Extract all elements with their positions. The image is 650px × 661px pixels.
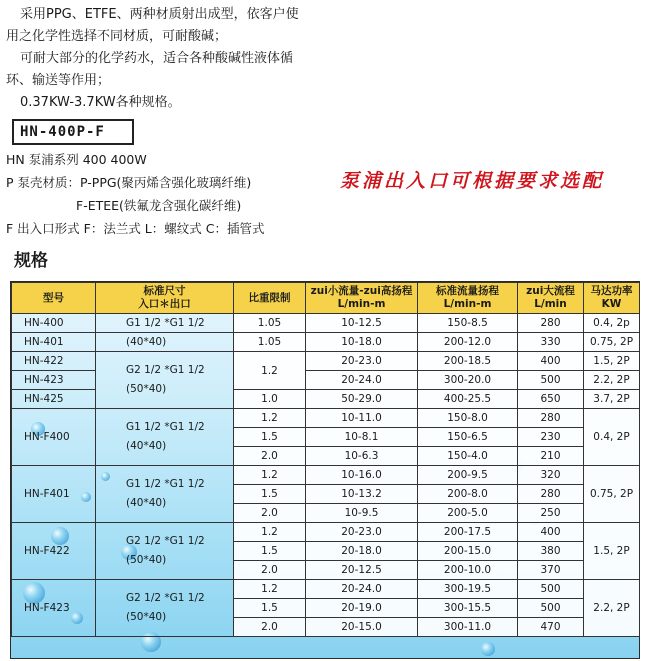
- col-header-min-flow: zui小流量-zui高扬程 L/min-m: [306, 283, 418, 314]
- cell-max-flow: 250: [518, 504, 584, 523]
- cell-min-flow: 10-16.0: [306, 466, 418, 485]
- cell-std-flow: 300-11.0: [418, 618, 518, 637]
- cell-model: HN-F422: [12, 523, 96, 580]
- table-header-row: [12, 283, 640, 314]
- cell-min-flow: 20-24.0: [306, 580, 418, 599]
- cell-min-flow: 20-24.0: [306, 371, 418, 390]
- section-title: 规格: [14, 251, 48, 271]
- cell-size: G1 1/2 *G1 1/2: [96, 314, 234, 333]
- cell-std-flow: 150-8.5: [418, 314, 518, 333]
- cell-model: HN-400: [12, 314, 96, 333]
- cell-size: G2 1/2 *G1 1/2 (50*40): [96, 352, 234, 409]
- cell-model: HN-F401: [12, 466, 96, 523]
- table-row: [12, 523, 640, 542]
- cell-min-flow: 10-9.5: [306, 504, 418, 523]
- cell-min-flow: 20-23.0: [306, 352, 418, 371]
- cell-min-flow: 10-13.2: [306, 485, 418, 504]
- cell-min-flow: 20-12.5: [306, 561, 418, 580]
- cell-min-flow: 10-6.3: [306, 447, 418, 466]
- cell-gravity: 1.2: [234, 580, 306, 599]
- cell-max-flow: 280: [518, 485, 584, 504]
- cell-std-flow: 200-15.0: [418, 542, 518, 561]
- cell-std-flow: 150-4.0: [418, 447, 518, 466]
- cell-power: 0.4, 2P: [584, 409, 640, 466]
- cell-size: G2 1/2 *G1 1/2 (50*40): [96, 580, 234, 637]
- cell-max-flow: 330: [518, 333, 584, 352]
- cell-std-flow: 200-9.5: [418, 466, 518, 485]
- cell-gravity: 2.0: [234, 504, 306, 523]
- cell-min-flow: 10-12.5: [306, 314, 418, 333]
- cell-std-flow: 200-18.5: [418, 352, 518, 371]
- cell-min-flow: 20-15.0: [306, 618, 418, 637]
- water-bubble-icon: [481, 642, 495, 656]
- cell-std-flow: 400-25.5: [418, 390, 518, 409]
- cell-gravity: 1.2: [234, 523, 306, 542]
- cell-std-flow: 150-8.0: [418, 409, 518, 428]
- custom-port-note: 泵浦出入口可根据要求选配: [340, 170, 605, 192]
- col-header-power: 马达功率 KW: [584, 283, 640, 314]
- cell-max-flow: 470: [518, 618, 584, 637]
- cell-min-flow: 10-8.1: [306, 428, 418, 447]
- material-f-line: F-ETEE(铁氟龙含强化碳纤维): [76, 198, 242, 213]
- cell-max-flow: 210: [518, 447, 584, 466]
- cell-std-flow: 150-6.5: [418, 428, 518, 447]
- table-row: [12, 333, 640, 352]
- cell-max-flow: 500: [518, 580, 584, 599]
- cell-gravity: 1.5: [234, 599, 306, 618]
- cell-power: 2.2, 2P: [584, 371, 640, 390]
- cell-gravity: 1.2: [234, 466, 306, 485]
- cell-min-flow: 20-18.0: [306, 542, 418, 561]
- cell-min-flow: 10-18.0: [306, 333, 418, 352]
- material-p-line: P 泵壳材质：P-PPG(聚丙烯含强化玻璃纤维): [6, 175, 252, 190]
- cell-gravity: 1.5: [234, 485, 306, 504]
- cell-power: 1.5, 2P: [584, 352, 640, 371]
- cell-max-flow: 650: [518, 390, 584, 409]
- cell-power: 0.4, 2p: [584, 314, 640, 333]
- cell-gravity: 1.05: [234, 333, 306, 352]
- cell-max-flow: 500: [518, 371, 584, 390]
- cell-model: HN-F400: [12, 409, 96, 466]
- intro-line: 环、输送等作用；: [6, 73, 111, 88]
- cell-gravity: 1.0: [234, 390, 306, 409]
- spec-table-panel: [10, 281, 640, 659]
- cell-max-flow: 280: [518, 314, 584, 333]
- col-header-max-flow: zui大流程 L/min: [518, 283, 584, 314]
- model-code-legend: [6, 148, 264, 240]
- col-header-size: 标准尺寸 入口＊出口: [96, 283, 234, 314]
- cell-gravity: 1.5: [234, 428, 306, 447]
- cell-std-flow: 200-12.0: [418, 333, 518, 352]
- port-type-line: F 出入口形式 F：法兰式 L：螺纹式 C：插管式: [6, 221, 265, 236]
- cell-gravity: 2.0: [234, 618, 306, 637]
- cell-model: HN-425: [12, 390, 96, 409]
- cell-size: G2 1/2 *G1 1/2 (50*40): [96, 523, 234, 580]
- table-row: [12, 352, 640, 371]
- table-row: [12, 409, 640, 428]
- cell-min-flow: 50-29.0: [306, 390, 418, 409]
- cell-model: HN-423: [12, 371, 96, 390]
- cell-std-flow: 300-19.5: [418, 580, 518, 599]
- cell-gravity: 2.0: [234, 561, 306, 580]
- cell-max-flow: 230: [518, 428, 584, 447]
- intro-line: 用之化学性选择不同材质，可耐酸碱；: [6, 29, 228, 44]
- col-header-gravity: 比重限制: [234, 283, 306, 314]
- series-line: HN 泵浦系列 400 400W: [6, 152, 147, 167]
- intro-line: 采用PPG、ETFE、两种材质射出成型，依客户使: [20, 7, 299, 22]
- cell-max-flow: 400: [518, 523, 584, 542]
- cell-power: 0.75, 2P: [584, 333, 640, 352]
- cell-model: HN-F423: [12, 580, 96, 637]
- cell-min-flow: 20-19.0: [306, 599, 418, 618]
- intro-paragraph: [6, 4, 646, 114]
- cell-power: 2.2, 2P: [584, 580, 640, 637]
- cell-power: 0.75, 2P: [584, 466, 640, 523]
- cell-min-flow: 20-23.0: [306, 523, 418, 542]
- cell-max-flow: 370: [518, 561, 584, 580]
- cell-size: G1 1/2 *G1 1/2 (40*40): [96, 466, 234, 523]
- cell-max-flow: 380: [518, 542, 584, 561]
- cell-model: HN-401: [12, 333, 96, 352]
- table-row: [12, 580, 640, 599]
- cell-std-flow: 200-10.0: [418, 561, 518, 580]
- cell-gravity: 2.0: [234, 447, 306, 466]
- cell-max-flow: 500: [518, 599, 584, 618]
- cell-power: 1.5, 2P: [584, 523, 640, 580]
- cell-std-flow: 300-15.5: [418, 599, 518, 618]
- cell-max-flow: 400: [518, 352, 584, 371]
- cell-std-flow: 200-5.0: [418, 504, 518, 523]
- cell-gravity: 1.05: [234, 314, 306, 333]
- col-header-std-flow: 标准流量扬程 L/min-m: [418, 283, 518, 314]
- intro-line: 0.37KW-3.7KW各种规格。: [20, 95, 181, 110]
- cell-gravity: 1.2: [234, 352, 306, 390]
- col-header-model: 型号: [12, 283, 96, 314]
- cell-size: G1 1/2 *G1 1/2 (40*40): [96, 409, 234, 466]
- cell-std-flow: 300-20.0: [418, 371, 518, 390]
- cell-max-flow: 320: [518, 466, 584, 485]
- cell-size: (40*40): [96, 333, 234, 352]
- table-row: [12, 314, 640, 333]
- cell-gravity: 1.5: [234, 542, 306, 561]
- cell-power: 3.7, 2P: [584, 390, 640, 409]
- model-code-box: HN-400P-F: [12, 119, 134, 145]
- intro-line: 可耐大部分的化学药水，适合各种酸碱性液体循: [20, 51, 294, 66]
- cell-model: HN-422: [12, 352, 96, 371]
- cell-gravity: 1.2: [234, 409, 306, 428]
- cell-max-flow: 280: [518, 409, 584, 428]
- cell-min-flow: 10-11.0: [306, 409, 418, 428]
- spec-table: [11, 282, 640, 637]
- cell-std-flow: 200-8.0: [418, 485, 518, 504]
- cell-std-flow: 200-17.5: [418, 523, 518, 542]
- table-row: [12, 466, 640, 485]
